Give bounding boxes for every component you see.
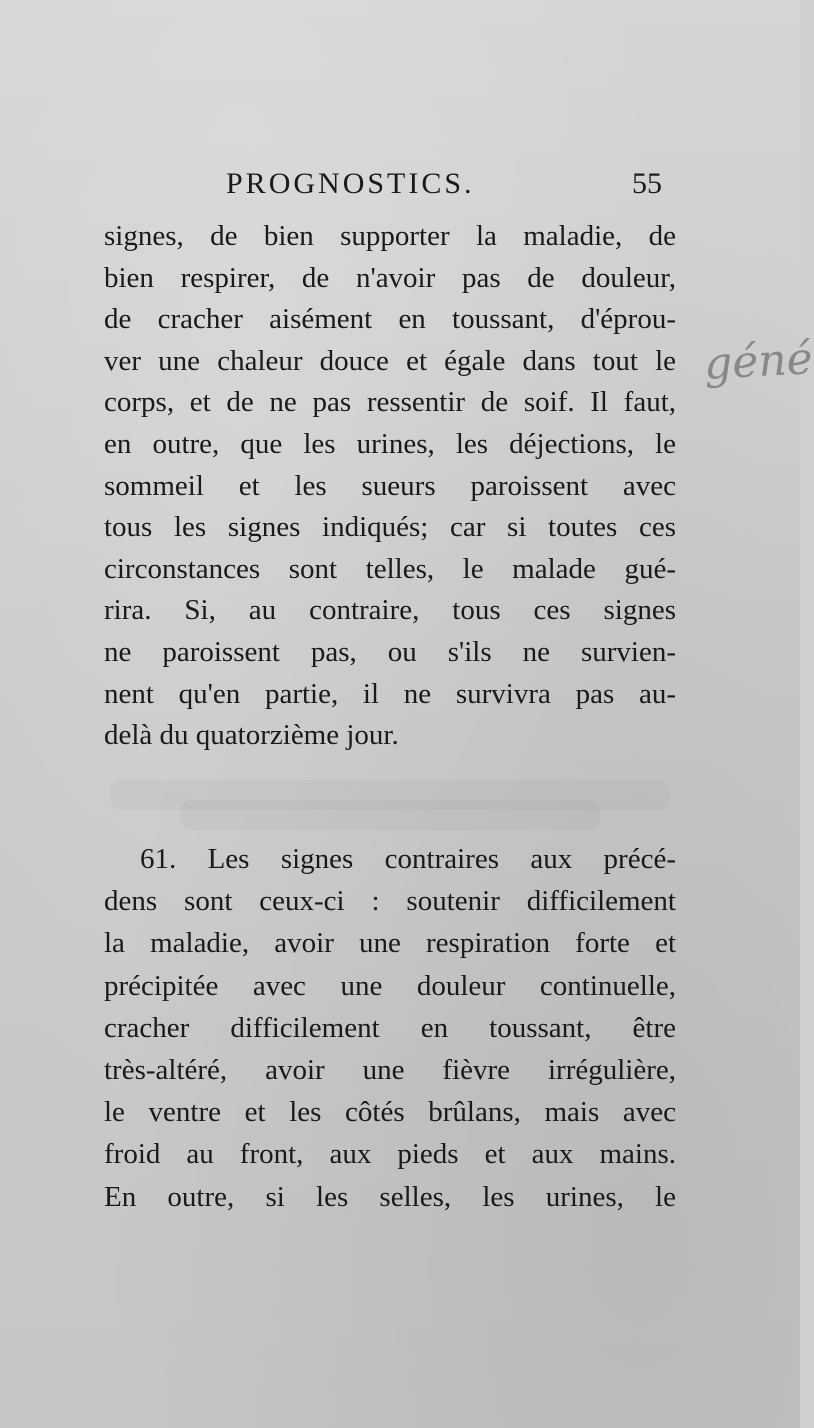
text-line: ver une chaleur douce et égale dans tout le (104, 344, 676, 377)
page-header (104, 166, 676, 202)
text-line: nent qu'en partie, il ne survivra pas au- (104, 677, 676, 710)
page-number: 55 (632, 167, 662, 200)
text-line: de cracher aisément en toussant, d'éprou- (104, 303, 676, 336)
text-line: bien respirer, de n'avoir pas de douleur, (104, 261, 676, 294)
handwritten-margin-note: géné (702, 333, 814, 390)
running-title: PROGNOSTICS. (226, 167, 475, 200)
text-line: en outre, que les urines, les déjections, le (104, 427, 676, 460)
text-line: circonstances sont telles, le malade gué- (104, 552, 676, 585)
text-line: le ventre et les côtés brûlans, mais avec (104, 1096, 676, 1129)
paragraph-1 (104, 216, 676, 757)
text-line: rira. Si, au contraire, tous ces signes (104, 594, 676, 627)
text-line: corps, et de ne pas ressentir de soif. Il faut, (104, 386, 676, 419)
text-line: dens sont ceux-ci : soutenir difficilement (104, 885, 676, 918)
text-line: signes, de bien supporter la maladie, de (104, 220, 676, 252)
text-line: ne paroissent pas, ou s'ils ne survien- (104, 635, 676, 668)
paragraph-2 (104, 838, 676, 1218)
text-line: 61. Les signes contraires aux précé- (140, 843, 676, 875)
text-line: la maladie, avoir une respiration forte et (104, 927, 676, 960)
text-line: très-altéré, avoir une fièvre irrégulière, (104, 1053, 676, 1086)
text-line: froid au front, aux pieds et aux mains. (104, 1138, 676, 1171)
bleed-through-shadow (180, 800, 600, 830)
text-line: précipitée avec une douleur continuelle, (104, 969, 676, 1002)
text-line: cracher difficilement en toussant, être (104, 1011, 676, 1044)
text-line: En outre, si les selles, les urines, le (104, 1180, 676, 1213)
text-line: sommeil et les sueurs paroissent avec (104, 469, 676, 502)
text-line: delà du quatorzième jour. (104, 719, 399, 752)
text-line: tous les signes indiqués; car si toutes ces (104, 511, 676, 544)
